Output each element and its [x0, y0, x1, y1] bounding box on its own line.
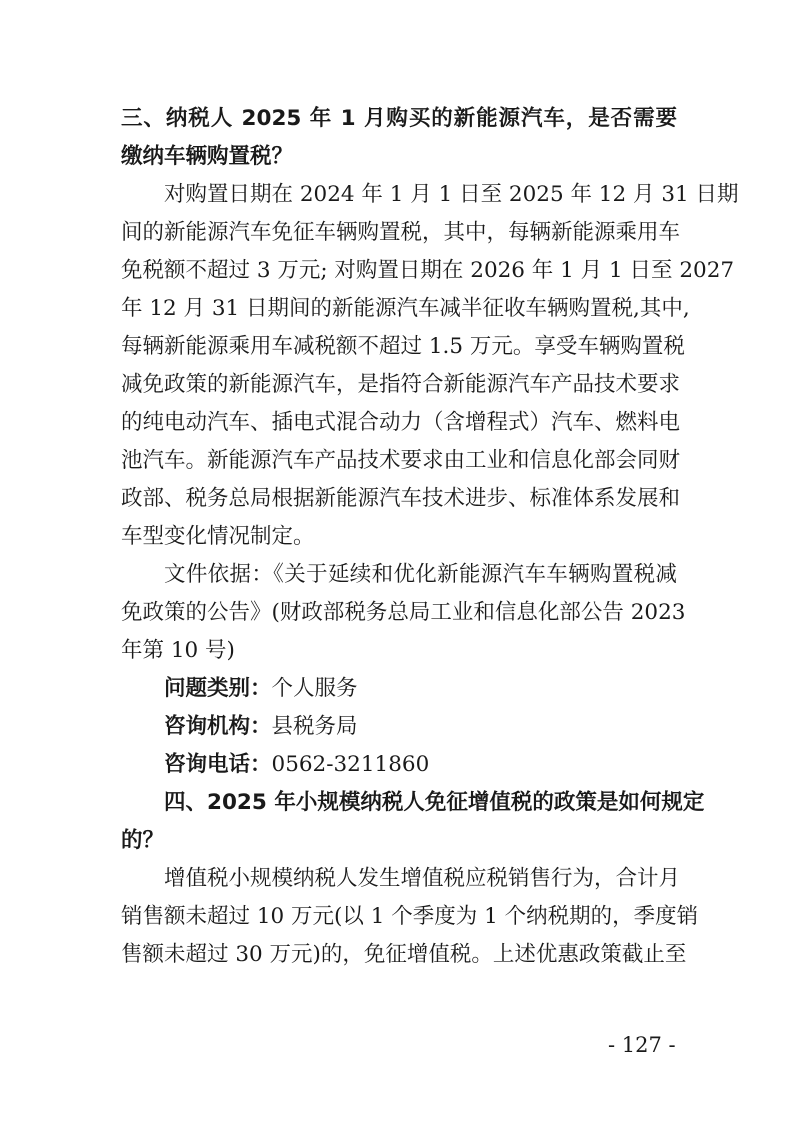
section-4-body-line: 销售额未超过 10 万元(以 1 个季度为 1 个纳税期的，季度销 — [121, 904, 699, 929]
section-3-body-line: 的纯电动汽车、插电式混合动力（含增程式）汽车、燃料电 — [121, 410, 681, 435]
page-number: - 127 - — [608, 1033, 676, 1057]
section-4-body-line: 售额未超过 30 万元)的，免征增值税。上述优惠政策截止至 — [121, 942, 687, 967]
section-4-heading-line-1: 四、2025 年小规模纳税人免征增值税的政策是如何规定 — [164, 790, 705, 815]
file-basis-line: 文件依据：《关于延续和优化新能源汽车车辆购置税减 — [164, 562, 677, 587]
file-basis-line: 年第 10 号) — [121, 638, 235, 663]
consulting-agency — [164, 708, 358, 746]
consulting-phone-value: 0562-3211860 — [271, 752, 430, 777]
consulting-agency-label: 咨询机构： — [164, 714, 272, 739]
question-category-value: 个人服务 — [271, 676, 358, 701]
consulting-phone — [164, 746, 429, 784]
file-basis-line: 免政策的公告》(财政部税务总局工业和信息化部公告 2023 — [121, 600, 686, 625]
section-3-body-line: 车型变化情况制定。 — [121, 524, 315, 549]
section-3-heading-line-1: 三、纳税人 2025 年 1 月购买的新能源汽车，是否需要 — [121, 106, 677, 131]
section-3-body-line: 对购置日期在 2024 年 1 月 1 日至 2025 年 12 月 31 日期 — [164, 182, 739, 207]
section-3-body-line: 减免政策的新能源汽车，是指符合新能源汽车产品技术要求 — [121, 372, 681, 397]
section-3-heading-line-2: 缴纳车辆购置税？ — [121, 144, 294, 169]
section-3-body-line: 每辆新能源乘用车减税额不超过 1.5 万元。享受车辆购置税 — [121, 334, 685, 359]
consulting-phone-label: 咨询电话： — [164, 752, 272, 777]
section-3-body-line: 池汽车。新能源汽车产品技术要求由工业和信息化部会同财 — [121, 448, 681, 473]
question-category-label: 问题类别： — [164, 676, 272, 701]
consulting-agency-value: 县税务局 — [271, 714, 358, 739]
section-3-body-line: 间的新能源汽车免征车辆购置税，其中，每辆新能源乘用车 — [121, 220, 681, 245]
section-3-body-line: 免税额不超过 3 万元; 对购置日期在 2026 年 1 月 1 日至 2027 — [121, 258, 735, 283]
section-3-body-line: 政部、税务总局根据新能源汽车技术进步、标准体系发展和 — [121, 486, 681, 511]
section-4-heading-line-2: 的？ — [121, 828, 165, 853]
section-4-body-line: 增值税小规模纳税人发生增值税应税销售行为，合计月 — [164, 866, 681, 891]
question-category — [164, 670, 358, 708]
section-3-body-line: 年 12 月 31 日期间的新能源汽车减半征收车辆购置税,其中, — [121, 296, 690, 321]
